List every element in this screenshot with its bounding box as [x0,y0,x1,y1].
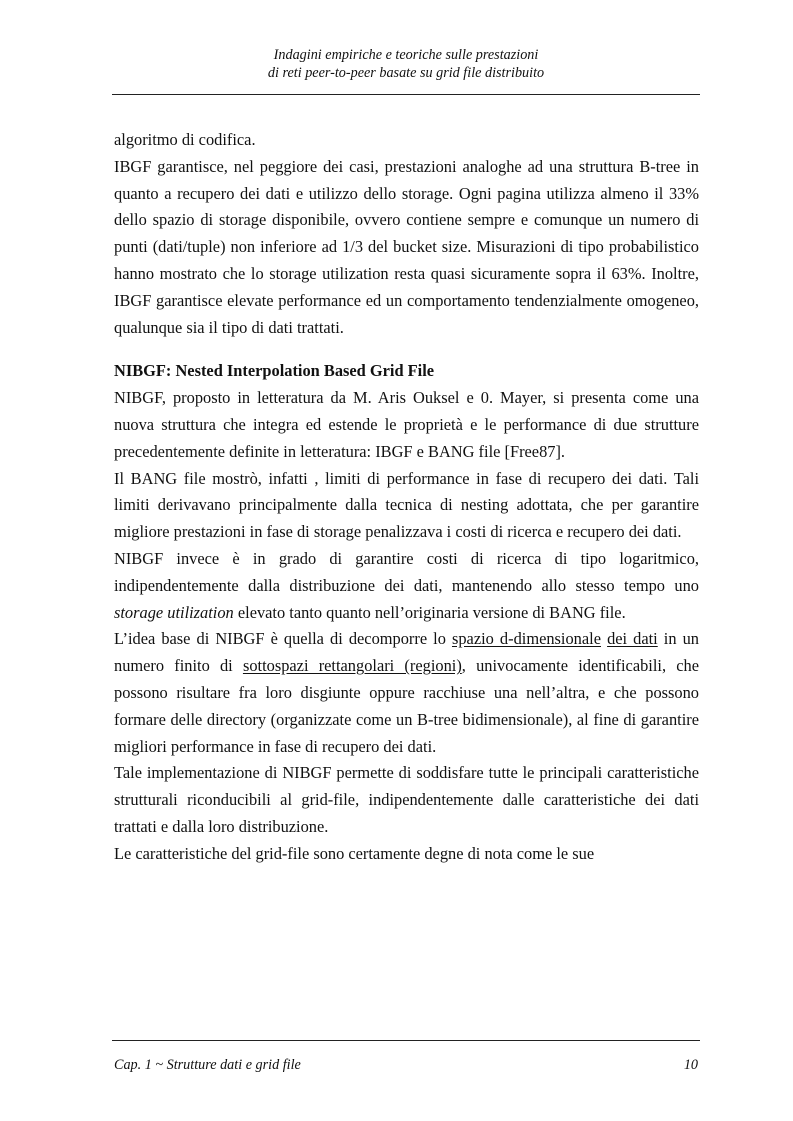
paragraph-7: Tale implementazione di NIBGF permette di soddisfare tutte le principali caratteristiche strutturali riconducibili al grid-file, indipendentemente dalle caratteristiche dei dati trattati e dalla loro distribuzione. [114,763,699,836]
paragraph-6-text-c: in un numero finito di [114,629,700,676]
paragraph-3: NIBGF, proposto in letteratura da M. Aris Ouksel e 0. Mayer, si presenta come una nuova struttura che integra ed estende le proprietà e le performance di due strutture precedentemente definite in letteratura: IBGF e BANG file [Free87]. [114,388,699,461]
section-heading: NIBGF: Nested Interpolation Based Grid File [114,361,435,381]
paragraph-6-underline-3: sottospazi rettangolari (regioni) [242,656,462,676]
footer-rule [112,1040,700,1041]
paragraph-4: Il BANG file mostrò, infatti , limiti di performance in fase di recupero dei dati. Tali limiti derivavano principalmente dalla tecnica di nesting adottata, che per garantire migliore prestazioni in fase di storage penalizzava i costi di ricerca e recupero dei dati. [114,468,699,542]
header-line-2: di reti peer-to-peer basate su grid file distribuito [267,65,545,81]
paragraph-8: Le caratteristiche del grid-file sono certamente degne di nota come le sue [114,843,595,863]
paragraph-5-emphasis: storage utilization [114,602,234,622]
header-rule [112,94,700,95]
paragraph-1: algoritmo di codifica. [114,130,256,149]
footer-chapter: Cap. 1 ~ Strutture dati e grid file [114,1057,301,1073]
paragraph-5-text-a: NIBGF invece è in grado di garantire costi di ricerca di tipo logaritmico, indipendentemente dalla distribuzione dei dati, mantenendo allo stesso tempo uno [114,548,699,595]
paragraph-5-text-b: elevato tanto quanto nell’originaria versione di BANG file. [233,602,626,622]
paragraph-6-text-a: L’idea base di NIBGF è quella di decomporre lo [114,629,452,649]
body-text [114,127,699,868]
header-line-1: Indagini empiriche e teoriche sulle prestazioni [273,47,539,63]
paragraph-6-underline-1: spazio d-dimensionale [451,629,601,649]
running-header [112,46,700,82]
paragraph-6-text-d: , univocamente identificabili, che possono risultare fra loro disgiunte oppure racchiuse una nell’altra, e che possono formare delle directory (organizzate come un B-tree bidimensionale), al fine di garantire migliori performance in fase di recupero dei dati. [114,656,699,756]
page-number: 10 [683,1057,698,1073]
paragraph-5 [114,546,699,626]
paragraph-2: IBGF garantisce, nel peggiore dei casi, prestazioni analoghe ad una struttura B-tree in quanto a recupero dei dati e utilizzo dello storage. Ogni pagina utilizza almeno il 33% dello spazio di storage disponibile, ovvero contiene sempre e comunque un numero di punti (dati/tuple) non inferiore ad 1/3 del bucket size. Misurazioni di tipo probabilistico hanno mostrato che lo storage utilization resta quasi sicuramente sopra il 63%. Inoltre, IBGF garantisce elevate performance ed un comportamento tendenzialmente omogeneo, qualunque sia il tipo di dati trattati. [114,156,699,337]
paragraph-6 [114,626,699,760]
paragraph-6-underline-2: dei dati [607,629,658,649]
